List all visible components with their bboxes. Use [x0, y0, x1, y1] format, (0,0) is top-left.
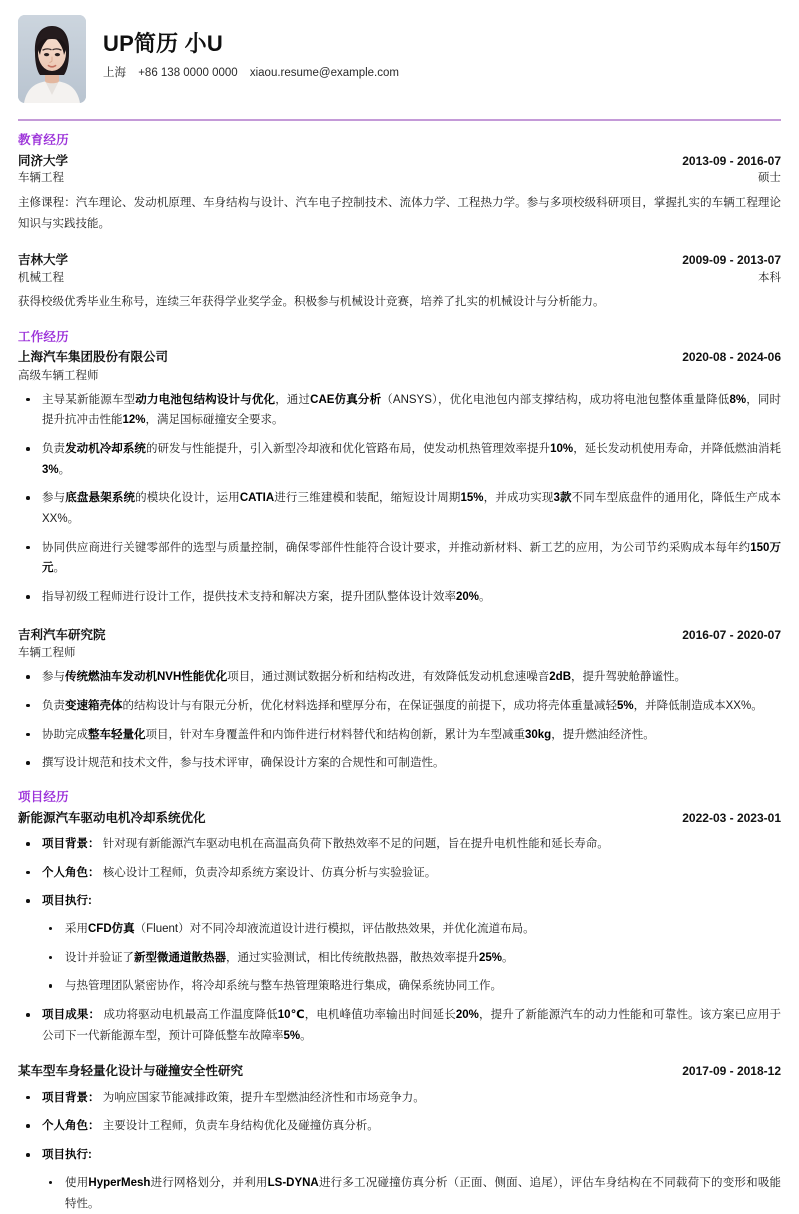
emphasis-text: 变速箱壳体	[65, 699, 123, 712]
body-text: ，满足国标碰撞安全要求。	[145, 414, 284, 427]
company-name: 吉利汽车研究院	[18, 627, 106, 642]
body-text: 项目，针对车身覆盖件和内饰件进行材料替代和结构创新，累计为车型减重	[145, 728, 525, 741]
education-degree: 硕士	[758, 172, 781, 185]
body-text: 的结构设计与有限元分析，优化材料选择和壁厚分布，在保证强度的前提下，成功将壳体重量减轻	[122, 699, 617, 712]
emphasis-text: 3%	[42, 463, 59, 476]
emphasis-text: 30kg	[525, 728, 552, 741]
work-bullet-list	[18, 667, 781, 774]
work-date: 2020-08 - 2024-06	[682, 350, 781, 365]
emphasis-text: 传统燃油车发动机NVH性能优化	[65, 671, 228, 684]
emphasis-text: 发动机冷却系统	[65, 442, 146, 455]
entry-row	[18, 626, 781, 644]
project-entry	[18, 1062, 781, 1214]
body-text: 。	[58, 463, 71, 476]
job-title: 车辆工程师	[18, 647, 76, 660]
body-text: 的研发与性能提升，引入新型冷却液和优化管路布局，使发动机热管理效率提升	[145, 442, 551, 455]
section-projects	[18, 790, 781, 1214]
body-text: ，提升驾驶舱静谧性。	[571, 671, 687, 684]
emphasis-text: 动力电池包结构设计与优化	[135, 393, 276, 406]
body-text: 负责	[42, 699, 65, 712]
project-name: 新能源汽车驱动电机冷却系统优化	[18, 810, 206, 825]
body-text: ，提升了新能源汽车的动力性能和可靠性。该方案已应用于公司下一代新能源车型，预计可降低整车故障率	[42, 1009, 782, 1042]
entry-row	[18, 152, 781, 170]
contact-phone: +86 138 0000 0000	[138, 67, 238, 80]
project-bullet	[18, 1005, 781, 1046]
project-bullet-label: 项目成果：	[42, 1009, 104, 1022]
project-bullet	[18, 1145, 781, 1214]
body-text: 参与	[42, 492, 66, 505]
contact-line	[103, 66, 781, 81]
body-text: 协同供应商进行关键零部件的选型与质量控制，确保零部件性能符合设计要求，并推动新材料、新工艺的应用，为公司节约采购成本每年约	[42, 541, 751, 554]
project-bullet	[18, 863, 781, 884]
body-text: 进行网格划分，并利用	[150, 1176, 268, 1189]
work-entry	[18, 626, 781, 774]
section-title-projects: 项目经历	[18, 789, 69, 804]
project-bullet-label: 项目背景：	[42, 1091, 103, 1104]
body-text: （ANSYS），优化电池包内部支撑结构，成功将电池包整体重量降低	[381, 393, 730, 406]
emphasis-text: 20%	[456, 591, 480, 604]
entry-row	[18, 270, 781, 287]
emphasis-text: LS-DYNA	[267, 1176, 319, 1189]
project-sub-bullet-list	[42, 1173, 781, 1214]
emphasis-text: 底盘悬架系统	[65, 492, 136, 505]
body-text: 主导某新能源车型	[42, 393, 136, 406]
project-bullet-list	[18, 834, 781, 1047]
education-date: 2009-09 - 2013-07	[682, 253, 781, 268]
work-bullet	[18, 488, 781, 529]
body-text: ，提升燃油经济性。	[551, 728, 655, 741]
emphasis-text: 12%	[122, 414, 146, 427]
section-title-work: 工作经历	[18, 329, 69, 344]
project-sub-bullet	[42, 919, 781, 940]
body-text: 进行三维建模和装配，缩短设计周期	[274, 492, 461, 505]
project-bullet	[18, 1088, 781, 1109]
project-sub-bullet	[42, 948, 781, 969]
education-degree: 本科	[758, 271, 781, 284]
work-bullet	[18, 753, 781, 774]
body-text: ，电机峰值功率输出时间延长	[304, 1009, 456, 1022]
entry-row	[18, 348, 781, 366]
project-bullet-label: 个人角色：	[42, 866, 103, 879]
education-description: 主修课程：汽车理论、发动机原理、车身结构与设计、汽车电子控制技术、流体力学、工程热力学。参与多项校级科研项目，掌握扎实的车辆工程理论知识与实践技能。	[18, 196, 781, 230]
body-text: 与热管理团队紧密协作，将冷却系统与整车热管理策略进行集成，确保系统协同工作。	[65, 980, 502, 993]
emphasis-text: 整车轻量化	[88, 728, 146, 741]
body-text: 不同车型底盘件的通用化，降低生产成本XX%。	[42, 492, 782, 525]
emphasis-text: 10%	[550, 442, 574, 455]
project-bullet-label: 项目执行:	[42, 895, 92, 908]
work-bullet	[18, 667, 781, 688]
body-text: ，并降低制造成本XX%。	[633, 699, 763, 712]
emphasis-text: 5%	[617, 699, 634, 712]
body-text: 指导初级工程师进行设计工作，提供技术支持和解决方案，提升团队整体设计效率	[42, 591, 456, 604]
work-entry	[18, 348, 781, 608]
project-name: 某车型车身轻量化设计与碰撞安全性研究	[18, 1064, 244, 1079]
project-bullet-label: 项目执行:	[42, 1149, 92, 1162]
entry-row	[18, 809, 781, 827]
contact-email: xiaou.resume@example.com	[249, 67, 399, 80]
portrait-photo	[18, 15, 86, 103]
education-date: 2013-09 - 2016-07	[682, 153, 781, 168]
job-title: 高级车辆工程师	[18, 369, 99, 382]
body-text: ，延长发动机使用寿命，并降低燃油消耗	[573, 442, 782, 455]
project-bullet-label: 项目背景：	[42, 837, 103, 850]
body-text: 。	[53, 562, 65, 575]
project-date: 2022-03 - 2023-01	[682, 810, 781, 825]
project-bullet	[18, 834, 781, 855]
resume-header	[18, 0, 781, 113]
work-bullet	[18, 725, 781, 746]
education-description: 获得校级优秀毕业生称号，连续三年获得学业奖学金。积极参与机械设计竞赛，培养了扎实的机械设计与分析能力。	[18, 296, 605, 309]
emphasis-text: CATIA	[239, 492, 275, 505]
project-bullet	[18, 1116, 781, 1137]
school-name: 吉林大学	[18, 253, 69, 268]
body-text: 。	[300, 1029, 312, 1042]
resume-body	[18, 133, 781, 1214]
education-entry	[18, 251, 781, 313]
project-bullet-label: 个人角色：	[42, 1120, 103, 1133]
body-text: ，通过实验测试，相比传统散热器，散热效率提升	[226, 951, 479, 964]
contact-location: 上海	[103, 67, 126, 80]
body-text: ，同时提升抗冲击性能	[42, 393, 782, 427]
project-date: 2017-09 - 2018-12	[682, 1064, 781, 1079]
body-text: 。	[479, 591, 491, 604]
entry-row	[18, 170, 781, 187]
body-text: 主要设计工程师，负责车身结构优化及碰撞仿真分析。	[102, 1120, 379, 1133]
project-sub-bullet-list	[42, 919, 781, 997]
body-text: 项目，通过测试数据分析和结构改进，有效降低发动机怠速噪音	[227, 671, 550, 684]
body-text: ，并成功实现	[483, 492, 554, 505]
work-date: 2016-07 - 2020-07	[682, 627, 781, 642]
body-text: ，通过	[275, 393, 311, 406]
section-work	[18, 330, 781, 774]
emphasis-text: 8%	[729, 393, 747, 406]
work-bullet	[18, 390, 781, 431]
body-text: 使用	[65, 1176, 89, 1189]
project-sub-bullet	[42, 1173, 781, 1214]
body-text: 负责	[42, 442, 66, 455]
education-major: 机械工程	[18, 271, 64, 284]
project-bullet-list	[18, 1088, 781, 1214]
work-bullet	[18, 587, 781, 608]
emphasis-text: 25%	[479, 951, 503, 964]
person-name: UP简历 小U	[103, 31, 223, 56]
emphasis-text: 3款	[553, 492, 572, 505]
emphasis-text: 新型微通道散热器	[134, 951, 226, 964]
body-text: 进行多工况碰撞仿真分析（正面、侧面、追尾），评估车身结构在不同载荷下的变形和吸能特性。	[65, 1176, 782, 1210]
body-text: 撰写设计规范和技术文件，参与技术评审，确保设计方案的合规性和可制造性。	[42, 757, 445, 770]
header-text-block	[86, 15, 781, 81]
body-text: 。	[502, 951, 514, 964]
education-major: 车辆工程	[18, 172, 64, 185]
emphasis-text: 150万元	[42, 541, 782, 575]
entry-row	[18, 251, 781, 269]
work-bullet	[18, 538, 781, 579]
work-bullet	[18, 696, 781, 717]
education-entry	[18, 152, 781, 236]
work-bullet-list	[18, 390, 781, 608]
body-text: 为响应国家节能减排政策，提升车型燃油经济性和市场竞争力。	[102, 1091, 425, 1104]
emphasis-text: 2dB	[549, 671, 572, 684]
emphasis-text: 15%	[460, 492, 484, 505]
body-text: 成功将驱动电机最高工作温度降低	[103, 1009, 278, 1022]
emphasis-text: 5%	[283, 1029, 301, 1042]
entry-row	[18, 1062, 781, 1080]
emphasis-text: 10℃	[277, 1009, 305, 1022]
emphasis-text: CFD仿真	[88, 922, 135, 935]
body-text: （Fluent）对不同冷却液流道设计进行模拟，评估散热效果，并优化流道布局。	[134, 922, 535, 935]
header-divider	[18, 119, 781, 121]
project-bullet	[18, 891, 781, 997]
body-text: 设计并验证了	[65, 951, 134, 964]
company-name: 上海汽车集团股份有限公司	[18, 350, 169, 365]
body-text: 的模块化设计，运用	[135, 492, 240, 505]
body-text: 参与	[42, 671, 65, 684]
section-title-education: 教育经历	[18, 133, 69, 147]
body-text: 协助完成	[42, 728, 88, 741]
project-sub-bullet	[42, 976, 781, 997]
project-entry	[18, 809, 781, 1047]
body-text: 采用	[65, 922, 88, 935]
section-education	[18, 133, 781, 314]
work-bullet	[18, 439, 781, 480]
emphasis-text: 20%	[455, 1009, 479, 1022]
body-text: 核心设计工程师，负责冷却系统方案设计、仿真分析与实验验证。	[102, 866, 437, 879]
emphasis-text: CAE仿真分析	[310, 393, 382, 406]
emphasis-text: HyperMesh	[88, 1176, 151, 1189]
body-text: 针对现有新能源汽车驱动电机在高温高负荷下散热效率不足的问题，旨在提升电机性能和延长寿命。	[102, 837, 609, 850]
school-name: 同济大学	[18, 153, 69, 168]
